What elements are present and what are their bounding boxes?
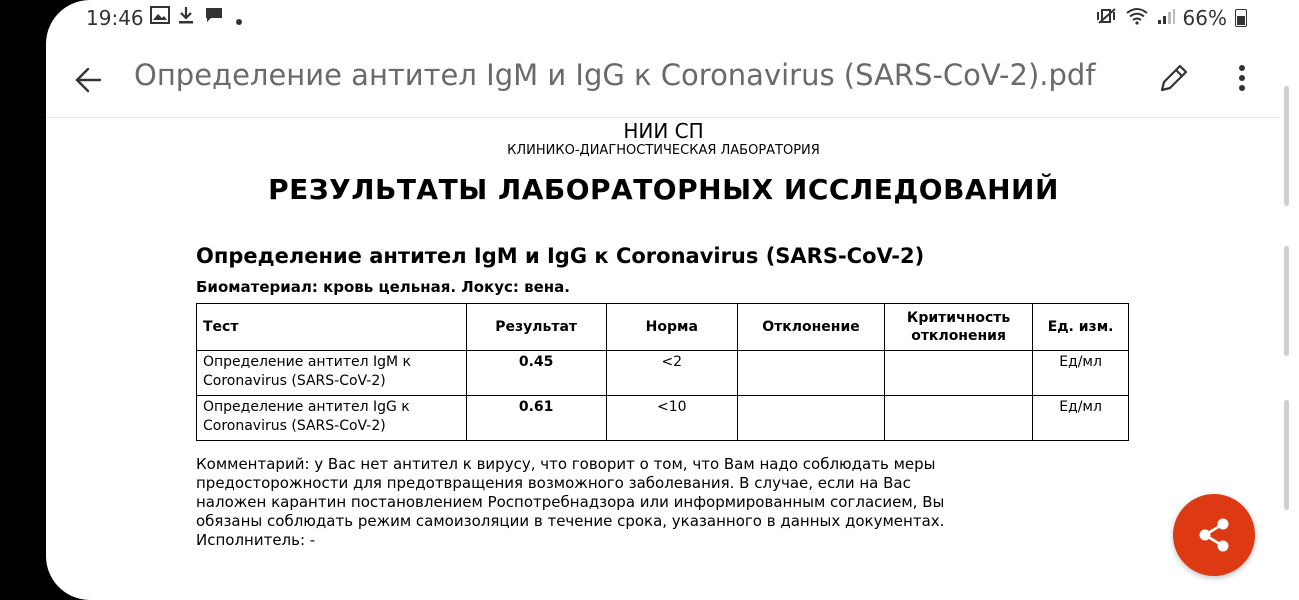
- message-icon: [204, 6, 224, 29]
- cell-result: 0.45: [466, 351, 606, 396]
- cell-criticality: [885, 396, 1033, 441]
- header-deviation: Отклонение: [737, 304, 884, 351]
- pdf-viewer-screen: [46, 0, 1299, 600]
- cell-deviation: [737, 351, 884, 396]
- header-result: Результат: [466, 304, 606, 351]
- results-table: [196, 303, 1129, 441]
- executor-line: Исполнитель: -: [196, 531, 316, 549]
- mute-vibrate-icon: [1097, 6, 1117, 30]
- scrollbar[interactable]: [1284, 86, 1289, 206]
- section-title: Определение антител IgM и IgG к Coronavirus (SARS-CoV-2): [196, 244, 925, 268]
- cell-unit: Ед/мл: [1033, 396, 1129, 441]
- document-title: Определение антител IgM и IgG к Coronavirus (SARS-CoV-2).pdf: [134, 58, 1096, 92]
- cell-unit: Ед/мл: [1033, 351, 1129, 396]
- cell-criticality: [885, 351, 1033, 396]
- table-row: [197, 351, 1129, 396]
- download-icon: [178, 6, 194, 29]
- pencil-icon[interactable]: [1154, 58, 1194, 98]
- header-criticality: Критичность отклонения: [885, 304, 1033, 351]
- cell-norm: <10: [606, 396, 737, 441]
- table-header-row: [197, 304, 1129, 351]
- status-time: 19:46: [86, 6, 144, 30]
- status-bar: [46, 0, 1299, 36]
- lab-name: КЛИНИКО-ДИАГНОСТИЧЕСКАЯ ЛАБОРАТОРИЯ: [507, 143, 820, 158]
- cell-result: 0.61: [466, 396, 606, 441]
- dot-icon: [236, 9, 242, 30]
- comment-line: обязаны соблюдать режим самоизоляции в течение срока, указанного в данных документах.: [196, 512, 945, 530]
- signal-icon: [1157, 6, 1175, 30]
- battery-icon: [1235, 9, 1247, 27]
- status-right: [1097, 6, 1247, 30]
- more-vert-icon[interactable]: [1224, 58, 1260, 98]
- biomaterial-line: Биоматериал: кровь цельная. Локус: вена.: [196, 278, 570, 296]
- battery-percent: 66%: [1182, 6, 1227, 30]
- comment-line: предосторожности для предотвращения возможного заболевания. В случае, если на Вас: [196, 474, 911, 492]
- share-icon: [1173, 494, 1255, 576]
- comment-line: Комментарий: у Вас нет антител к вирусу, что говорит о том, что Вам надо соблюдать меры: [196, 455, 936, 473]
- scrollbar-segment: [1284, 400, 1289, 510]
- share-button[interactable]: [1173, 494, 1255, 576]
- wifi-icon: [1125, 6, 1149, 30]
- cell-test: Определение антител IgG к Coronavirus (SARS-CoV-2): [197, 396, 467, 441]
- app-bar: [46, 44, 1299, 114]
- arrow-back-icon[interactable]: [70, 60, 110, 100]
- main-title: РЕЗУЛЬТАТЫ ЛАБОРАТОРНЫХ ИССЛЕДОВАНИЙ: [268, 173, 1059, 206]
- header-norm: Норма: [606, 304, 737, 351]
- scrollbar-segment: [1284, 246, 1289, 356]
- header-unit: Ед. изм.: [1033, 304, 1129, 351]
- cell-deviation: [737, 396, 884, 441]
- cell-test: Определение антител IgM к Coronavirus (SARS-CoV-2): [197, 351, 467, 396]
- comment-line: наложен карантин постановлением Роспотребнадзора или информированным согласием, Вы: [196, 493, 945, 511]
- comment-block: [196, 455, 1131, 550]
- table-row: [197, 396, 1129, 441]
- header-test: Тест: [197, 304, 467, 351]
- gallery-icon: [150, 6, 170, 29]
- cell-norm: <2: [606, 351, 737, 396]
- pdf-page: [196, 118, 1131, 550]
- org-name: НИИ СП: [623, 119, 704, 143]
